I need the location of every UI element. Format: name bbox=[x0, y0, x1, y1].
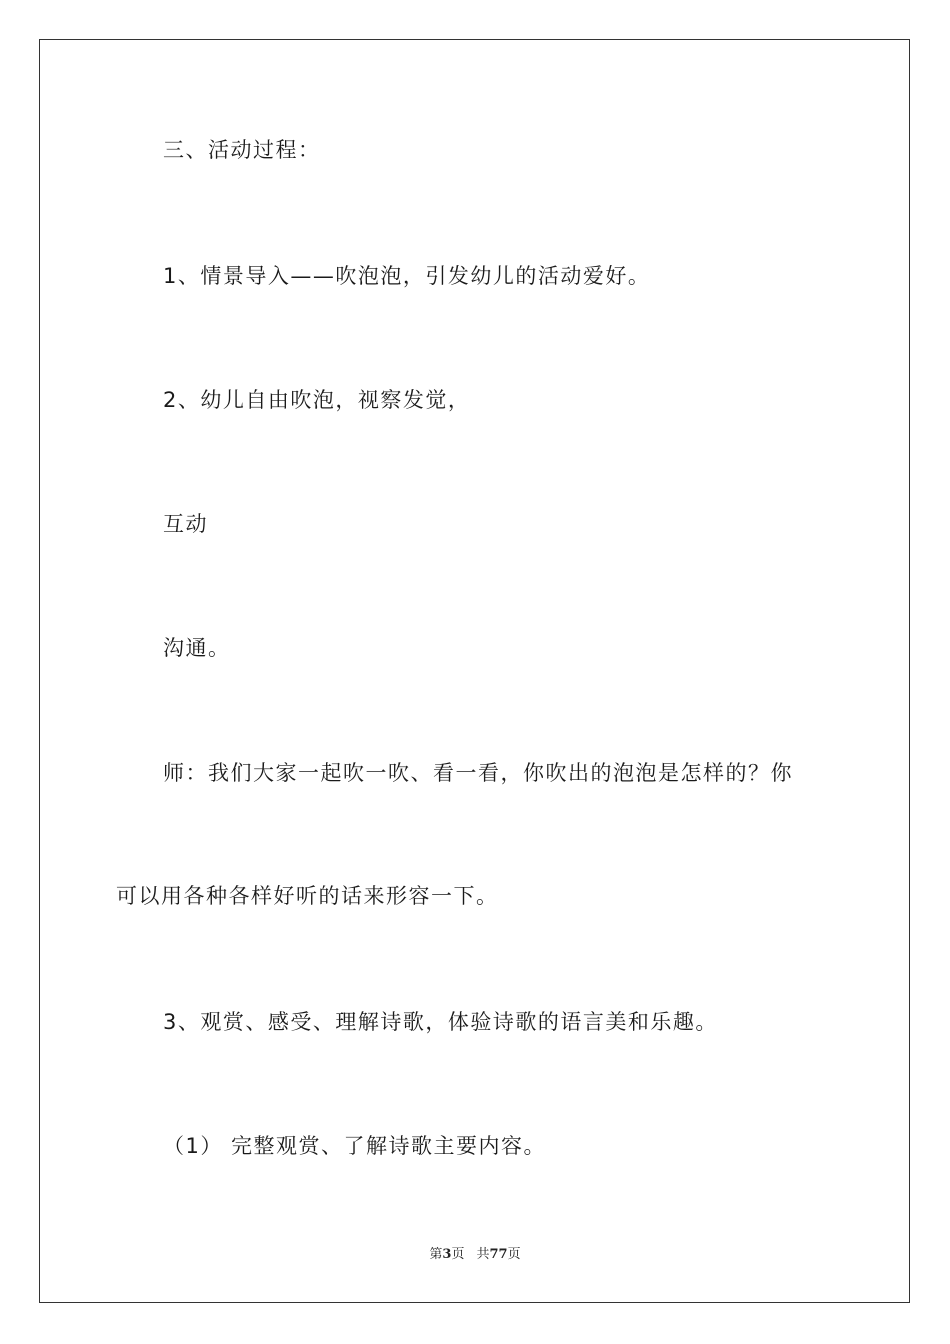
total-suffix: 页 bbox=[507, 1247, 521, 1262]
section-heading: 三、活动过程： bbox=[163, 138, 321, 162]
page-number: 3 bbox=[442, 1247, 452, 1262]
total-pages: 77 bbox=[489, 1247, 508, 1262]
paragraph-line: 沟通。 bbox=[163, 636, 231, 660]
page-border bbox=[39, 39, 910, 1303]
page-suffix: 页 bbox=[451, 1247, 465, 1262]
total-prefix: 共 bbox=[476, 1247, 490, 1262]
paragraph-line: （1） 完整观赏、了解诗歌主要内容。 bbox=[163, 1134, 547, 1158]
paragraph-line: 2、幼儿自由吹泡，视察发觉， bbox=[163, 388, 471, 412]
page-prefix: 第 bbox=[429, 1247, 443, 1262]
paragraph-line: 师：我们大家一起吹一吹、看一看，你吹出的泡泡是怎样的？你 bbox=[163, 761, 793, 785]
paragraph-line: 互动 bbox=[163, 512, 208, 536]
paragraph-line: 3、观赏、感受、理解诗歌，体验诗歌的语言美和乐趣。 bbox=[163, 1010, 718, 1034]
paragraph-line: 可以用各种各样好听的话来形容一下。 bbox=[116, 884, 499, 908]
page-footer bbox=[0, 1246, 950, 1264]
paragraph-line: 1、情景导入——吹泡泡，引发幼儿的活动爱好。 bbox=[163, 264, 651, 288]
